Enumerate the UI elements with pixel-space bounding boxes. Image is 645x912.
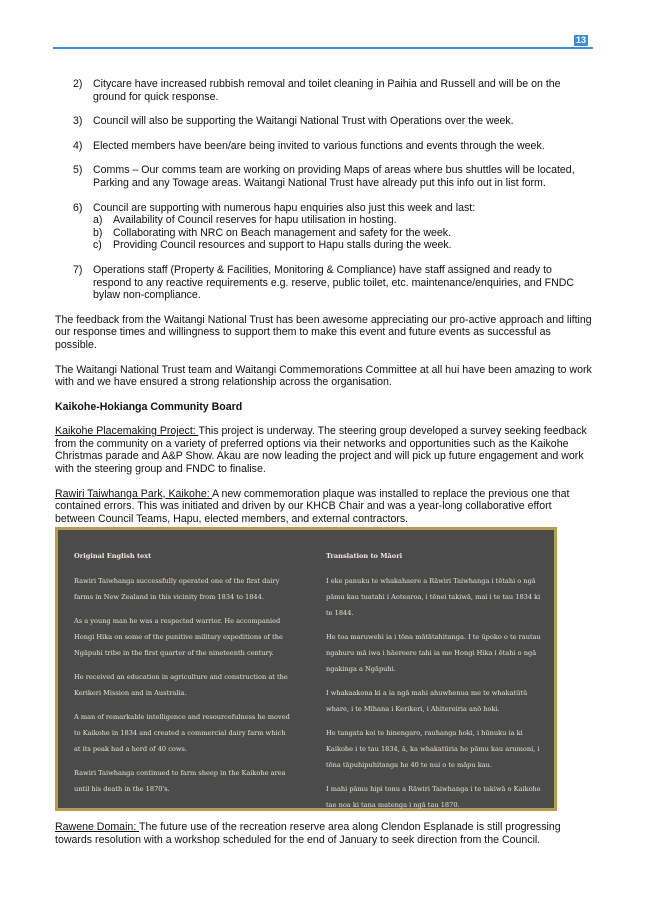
rawene-domain-paragraph (55, 821, 593, 846)
list-text: Elected members have been/are being invited to various functions and events through the week. (93, 139, 545, 152)
kaikohe-placemaking-paragraph (55, 425, 593, 475)
list-item (55, 264, 593, 302)
plaque-maori-paragraph: He toa maruwehi ia i tōna mātātahitanga. I te ūpoko o te rautau ngahuru mā iwa i hāereere tahi ia me Hongi Hika i ētahi o ngā ngakinga a Ngāpuhi. (326, 633, 541, 674)
list-text: Council are supporting with numerous hapu enquiries also just this week and last: (93, 201, 476, 214)
rawiri-park-paragraph (55, 488, 593, 526)
plaque-english-column (74, 548, 294, 805)
list-number: 6) (73, 201, 83, 214)
sub-list-letter: a) (93, 214, 103, 227)
sub-list-text: Collaborating with NRC on Beach management and safety for the week. (113, 226, 452, 239)
header-rule (53, 47, 593, 49)
list-number: 5) (73, 164, 83, 177)
list-item (55, 140, 593, 153)
section-heading: Kaikohe-Hokianga Community Board (55, 400, 243, 413)
plaque-english-paragraph: He received an education in agriculture and construction at the Kerikeri Mission and in Australia. (74, 673, 288, 698)
sub-list-letter: c) (93, 239, 102, 252)
plaque-english-paragraph: Rawiri Taiwhanga continued to farm sheep in the Kaikohe area until his death in the 1870's. (74, 769, 286, 794)
list-text: Operations staff (Property & Facilities, Monitoring & Compliance) have staff assigned and ready to respond to any reactive requirements e.g. reserve, public toilet, etc. maintenance/enquiries, and FNDC bylaw non-compliance. (93, 263, 575, 302)
sub-list-item (93, 227, 593, 240)
plaque-maori-paragraph: I whakaakona ki a ia ngā mahi ahuwhenua me te whakatūtū whare, i te Mīhana i Kerikeri, i Ahitereiria anō hoki. (326, 689, 528, 714)
sub-list-item (93, 239, 593, 252)
rawene-domain-text: The future use of the recreation reserve area along Clendon Esplanade is still progressing towards resolution with a workshop scheduled for the end of January to seek direction from the Council. (55, 821, 561, 847)
plaque-english-title: Original English text (74, 552, 152, 561)
list-text: Council will also be supporting the Waitangi National Trust with Operations over the week. (93, 115, 514, 128)
plaque-english-paragraph: A man of remarkable intelligence and resourcefulness he moved to Kaikohe in 1834 and created a commercial dairy farm which at its peak had a herd of 40 cows. (74, 713, 290, 754)
plaque-maori-title: Translation to Māori (326, 552, 403, 561)
rawiri-park-label: Rawiri Taiwhanga Park, Kaikohe: (55, 487, 213, 500)
list-number: 7) (73, 263, 83, 276)
rawiri-park-text: A new commemoration plaque was installed to replace the previous one that contained errors. This was initiated and driven by our KHCB Chair and was a year-long collaborative effort between Council Teams, Hapu, elected members, and external contractors. (55, 487, 570, 525)
page-number: 13 (575, 35, 586, 45)
plaque-english-paragraph: As a young man he was a respected warrior. He accompanied Hongi Hika on some of the punitive military expeditions of the Ngāpuhi tribe in the first quarter of the nineteenth century. (74, 617, 283, 658)
sub-list-item (93, 214, 593, 227)
plaque-maori-paragraph: I eke panuku te whakahaere a Rāwiri Taiwhanga i tētahi o ngā pāmu kau tuatahi i Aotearoa, i tēnei takiwā, mai i te tau 1834 ki te 1844. (326, 577, 541, 618)
kaikohe-placemaking-text: This project is underway. The steering group developed a survey seeking feedback from the community on a variety of preferred options via their networks and opportunities such as the Kaikohe Christmas parade and A&P Show. Akau are now leading the project and will pick up future engagement and work with the steering group and FNDC to finalise. (55, 425, 587, 476)
list-number: 4) (73, 139, 83, 152)
plaque-english-paragraph: Rawiri Taiwhanga successfully operated one of the first dairy farms in New Zealand in this vicinity from 1834 to 1844. (74, 577, 280, 602)
list-number: 2) (73, 78, 83, 90)
document-body (55, 78, 593, 859)
sub-list-text: Providing Council resources and support to Hapu stalls during the week. (113, 239, 452, 252)
list-item (55, 164, 593, 189)
plaque-maori-column (326, 548, 546, 821)
sub-list-letter: b) (93, 226, 103, 239)
list-item (55, 115, 593, 128)
list-number: 3) (73, 115, 83, 128)
list-text: Citycare have increased rubbish removal and toilet cleaning in Paihia and Russell and will be on the ground for quick response. (93, 78, 561, 103)
rawene-domain-label: Rawene Domain: (55, 821, 140, 834)
kaikohe-placemaking-label: Kaikohe Placemaking Project: (55, 425, 199, 438)
paragraph: The feedback from the Waitangi National Trust has been awesome appreciating our pro-active approach and lifting our response times and willingness to support them to make this event and future events as successful as possible. (55, 313, 592, 351)
plaque-image (55, 527, 557, 811)
paragraph: The Waitangi National Trust team and Waitangi Commemorations Committee at all hui have been amazing to work with and we have ensured a strong relationship across the organisation. (55, 363, 592, 389)
list-text: Comms – Our comms team are working on providing Maps of areas where bus shuttles will be located, Parking and any Towage areas. Waitangi National Trust have already put this info out in list form. (93, 164, 575, 189)
list-item (55, 202, 593, 252)
plaque-maori-paragraph: He tangata koi te hinengaro, rauhanga hoki, i hūnuku ia ki Kaikohe i te tau 1834, ā, ka whakatūria he pāmu kau arumoni, i tōna tāpuhipuhitanga he 40 te nui o te māpu kau. (326, 729, 540, 770)
list-item (55, 78, 593, 103)
sub-list-text: Availability of Council reserves for hapu utilisation in hosting. (113, 214, 397, 227)
plaque-maori-paragraph: I mahi pāmu hipi tonu a Rāwiri Taiwhanga i te takiwā o Kaikohe tae noa ki tana matenga i ngā tau 1870. (326, 785, 541, 810)
